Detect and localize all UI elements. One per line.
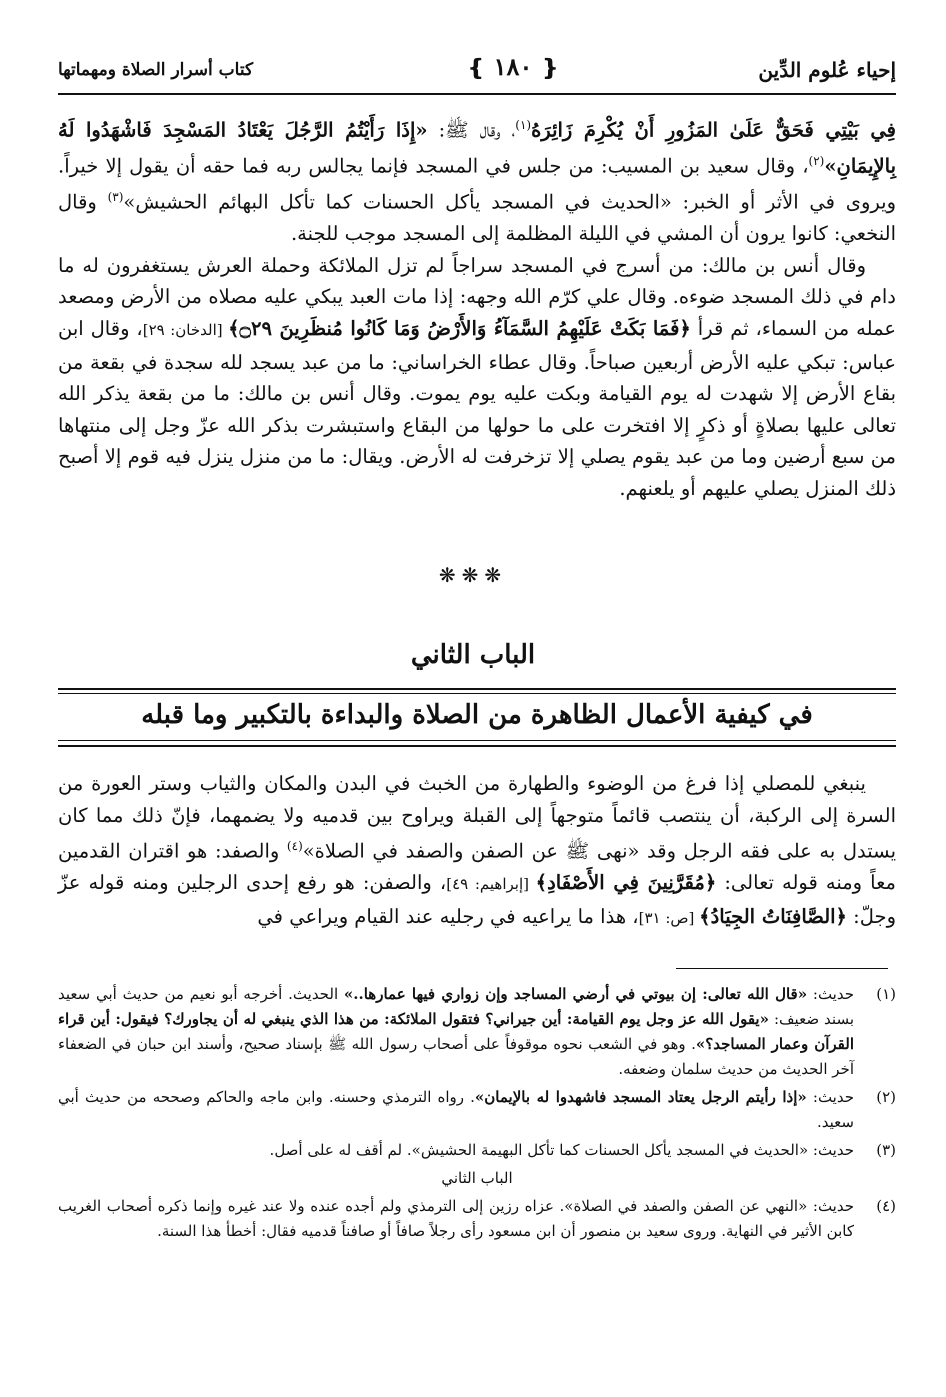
text-run: . رواه الترمذي وحسنه. وابن ماجه والحاكم وصححه من حديث أبي سعيد. xyxy=(58,1088,854,1131)
ornament-left-icon: ❴ xyxy=(466,55,486,81)
main-text-top xyxy=(58,110,896,505)
footnote-4 xyxy=(58,1194,896,1244)
text-run: حديث: xyxy=(806,1088,855,1106)
footnote-ref: (٣) xyxy=(107,190,124,205)
title-rule xyxy=(58,745,896,747)
footnote-section-title: الباب الثاني xyxy=(441,1169,513,1187)
title-rule xyxy=(58,693,896,694)
main-text-chapter xyxy=(58,768,896,934)
footnotes xyxy=(58,982,896,1247)
paragraph-1 xyxy=(58,110,896,250)
text-run: ينبغي للمصلي إذا فرغ من الوضوء والطهارة من الخبث في البدن والمكان والثياب وستر العورة من السرة إلى الركبة، أن ينتصب قائماً متوجهاً إلى القبلة ويراوح بين قدميه ولا يضمهما، فإنّ ذلك مما كان يستدل به على فقه الرجل وقد «نهى ﷺ عن الصفن والصفد في الصلاة» xyxy=(58,772,896,863)
footnote-number: (٢) xyxy=(876,1088,896,1106)
footnote-ref: (٢) xyxy=(808,154,825,169)
verse-ref: [الدخان: ٢٩] xyxy=(142,321,229,340)
ornament-right-icon: ❵ xyxy=(540,55,560,81)
title-rule xyxy=(58,740,896,741)
paragraph-3 xyxy=(58,768,896,934)
text-run: حديث: xyxy=(807,985,854,1003)
footnote-1 xyxy=(58,982,896,1082)
title-rule xyxy=(58,688,896,690)
header-rule xyxy=(58,93,896,95)
verse-ref: [ص: ٣١] xyxy=(638,908,700,927)
text-run: ، وقال ابن عباس: تبكي عليه الأرض أربعين صباحاً. وقال عطاء الخراساني: ما من عبد يسجد لله سجدة في بقعة من بقاع الأرض إلا شهدت له يوم القيامة وبكت عليه يوم يموت. وقال أنس بن مالك: ما من بقعة يذكر الله تعالى عليها بصلاةٍ أو ذكرٍ إلا افتخرت على ما حولها من البقاع واستبشرت بذكر الله عزّ وجل إلى منتهاها من سبع أرضين وما من عبد يقوم يصلي إلا تزخرفت له الأرض. ويقال: ما من منزل ينزل فيه قوم إلا أصبح ذلك المنزل يصلي عليهم أو يلعنهم. xyxy=(58,317,896,501)
hadith-quote: «قال الله تعالى: إن بيوتي في أرضي المساجد وإن زواري فيها عمارها..» xyxy=(343,985,808,1003)
verse-ref: [إبراهيم: ٤٩] xyxy=(446,875,536,894)
quran-verse: ﴿فَمَا بَكَتْ عَلَيْهِمُ السَّمَآءُ وَالأَرْضُ وَمَا كَانُوا مُنظَرِينَ ۝٢٩﴾ xyxy=(228,317,691,341)
text-run: ، والصفن: هو رفع إحدى الرجلين ومنه قوله عزّ وجلّ: xyxy=(58,871,896,928)
text-run: ، وقال ﷺ: xyxy=(427,118,516,142)
footnote-3 xyxy=(58,1138,896,1163)
footnote-ref: (٤) xyxy=(286,839,303,854)
text-run: ، وقال سعيد بن المسيب: من جلس في المسجد فإنما يجالس ربه فما حقه أن يقول إلا خيراً. ويروى في الأثر أو الخبر: «الحديث في المسجد يأكل الحسنات كما تأكل البهائم الحشيش» xyxy=(58,154,896,214)
paragraph-2 xyxy=(58,250,896,505)
text-run: والصفد: هو اقتران القدمين معاً ومنه قوله تعالى: xyxy=(58,839,896,895)
text-run: وقال أنس بن مالك: من أسرج في المسجد سراجاً لم تزل الملائكة وحملة العرش يستغفرون له ما دام في ذلك المسجد ضوءه. وقال علي كرّم الله وجهه: إذا مات العبد يبكي عليه مصلاه من الأرض ومصعد عمله من السماء، ثم قرأ xyxy=(58,253,896,341)
footnote-number: (١) xyxy=(876,985,896,1003)
footnote-ref: (١) xyxy=(515,118,532,132)
hadith-quote: فِي بَيْتِي فَحَقٌّ عَلَىٰ المَزُورِ أَنْ يُكْرِمَ زَائِرَهُ xyxy=(531,118,896,142)
running-header xyxy=(58,52,896,88)
footnote-rule xyxy=(676,968,888,969)
text-run: وقال النخعي: كانوا يرون أن المشي في الليلة المظلمة إلى المسجد موجب للجنة. xyxy=(58,190,896,246)
footnote-number: (٣) xyxy=(876,1141,896,1159)
chapter-heading: الباب الثاني xyxy=(410,640,536,670)
quran-verse: ﴿مُقَرَّنِينَ فِي الأَصْفَادِ﴾ xyxy=(535,871,717,895)
page-number xyxy=(458,52,568,81)
footnote-number: (٤) xyxy=(876,1197,896,1215)
page-number-value: ١٨٠ xyxy=(493,52,533,81)
text-run: حديث: «الحديث في المسجد يأكل الحسنات كما تأكل البهيمة الحشيش». لم أقف له على أصل. xyxy=(269,1141,854,1159)
footnote-2 xyxy=(58,1085,896,1135)
text-run: ، هذا ما يراعيه في رجليه عند القيام ويراعي في xyxy=(257,904,639,928)
chapter-running-title: كتاب أسرار الصلاة ومهماتها xyxy=(58,60,254,80)
quran-verse: ﴿الصَّافِنَاتُ الجِيَادُ﴾ xyxy=(699,904,847,928)
hadith-quote: «يقول الله عز وجل يوم القيامة: أين جيراني؟ فتقول الملائكة: من هذا الذي ينبغي له أن يجاورك؟ فيقول: أين قراء القرآن وعمار المساجد؟» xyxy=(58,1010,854,1053)
text-run: حديث: «النهي عن الصفن والصفد في الصلاة». عزاه رزين إلى الترمذي ولم أجده عنده ولا عند غيره وإنما ذكره أصحاب الغريب كابن الأثير في النهاية. وروى سعيد بن منصور أن ابن مسعود رأى رجلاً صافاً أو صافناً قدميه فقال: أخطأ هذا السنة. xyxy=(58,1197,854,1240)
text-run: الحديث. أخرجه أبو نعيم من حديث أبي سعيد بسند ضعيف: xyxy=(58,985,855,1028)
hadith-quote: «إِذَا رَأَيْتُمُ الرَّجُلَ يَعْتَادُ المَسْجِدَ فَاشْهَدُوا لَهُ بِالإِيمَانِ» xyxy=(58,118,896,178)
hadith-quote: «إذا رأيتم الرجل يعتاد المسجد فاشهدوا له بالإيمان» xyxy=(474,1088,807,1106)
book-title: إحياء عُلوم الدِّين xyxy=(758,58,896,82)
text-run: . وهو في الشعب نحوه موقوفاً على أصحاب رسول الله ﷺ بإسناد صحيح، وأسند ابن حبان في الضعفاء آخر الحديث من حديث سلمان وضعفه. xyxy=(58,1035,854,1078)
section-separator: ❋❋❋ xyxy=(438,563,508,587)
chapter-subtitle: في كيفية الأعمال الظاهرة من الصلاة والبداءة بالتكبير وما قبله xyxy=(141,700,813,730)
